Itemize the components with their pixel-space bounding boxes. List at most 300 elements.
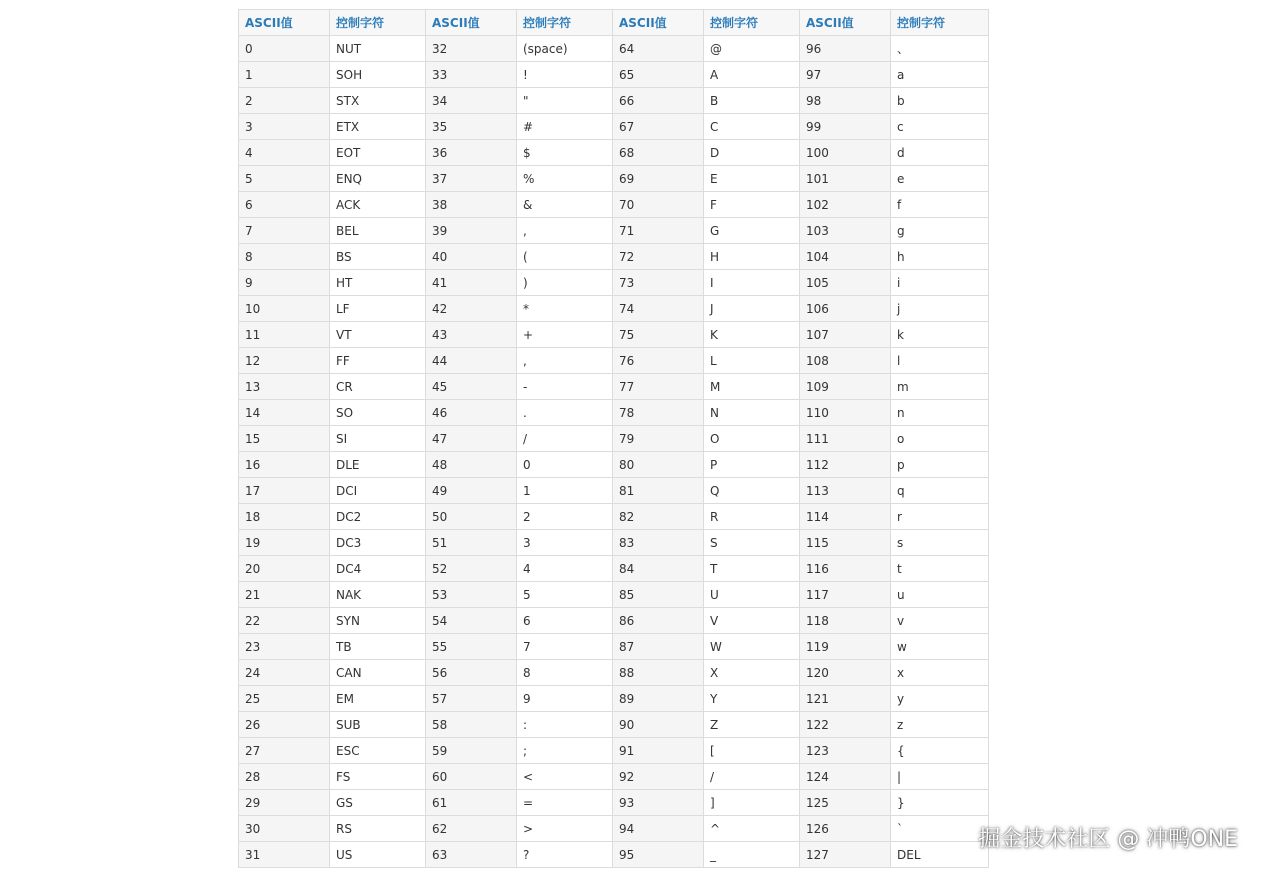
ascii-value-cell: 48 <box>426 452 517 478</box>
control-char-cell: k <box>891 322 989 348</box>
ascii-value-cell: 94 <box>613 816 704 842</box>
column-header-control-char: 控制字符 <box>330 10 426 36</box>
table-row <box>239 816 989 842</box>
control-char-cell: US <box>330 842 426 868</box>
control-char-cell: > <box>517 816 613 842</box>
control-char-cell: e <box>891 166 989 192</box>
control-char-cell: w <box>891 634 989 660</box>
ascii-value-cell: 126 <box>800 816 891 842</box>
ascii-value-cell: 61 <box>426 790 517 816</box>
control-char-cell: VT <box>330 322 426 348</box>
ascii-value-cell: 53 <box>426 582 517 608</box>
control-char-cell: SI <box>330 426 426 452</box>
control-char-cell: t <box>891 556 989 582</box>
table-row <box>239 400 989 426</box>
control-char-cell: _ <box>704 842 800 868</box>
column-header-control-char: 控制字符 <box>517 10 613 36</box>
ascii-value-cell: 18 <box>239 504 330 530</box>
control-char-cell: C <box>704 114 800 140</box>
control-char-cell: BS <box>330 244 426 270</box>
control-char-cell: n <box>891 400 989 426</box>
ascii-value-cell: 107 <box>800 322 891 348</box>
control-char-cell: 0 <box>517 452 613 478</box>
ascii-value-cell: 75 <box>613 322 704 348</box>
ascii-value-cell: 98 <box>800 88 891 114</box>
ascii-value-cell: 85 <box>613 582 704 608</box>
ascii-value-cell: 6 <box>239 192 330 218</box>
ascii-value-cell: 22 <box>239 608 330 634</box>
control-char-cell: L <box>704 348 800 374</box>
control-char-cell: F <box>704 192 800 218</box>
control-char-cell: DC4 <box>330 556 426 582</box>
ascii-value-cell: 79 <box>613 426 704 452</box>
control-char-cell: { <box>891 738 989 764</box>
ascii-value-cell: 99 <box>800 114 891 140</box>
control-char-cell: BEL <box>330 218 426 244</box>
control-char-cell: R <box>704 504 800 530</box>
table-row <box>239 36 989 62</box>
ascii-value-cell: 46 <box>426 400 517 426</box>
control-char-cell: ) <box>517 270 613 296</box>
control-char-cell: 2 <box>517 504 613 530</box>
ascii-value-cell: 87 <box>613 634 704 660</box>
control-char-cell: j <box>891 296 989 322</box>
control-char-cell: U <box>704 582 800 608</box>
control-char-cell: NAK <box>330 582 426 608</box>
ascii-value-cell: 90 <box>613 712 704 738</box>
control-char-cell: SOH <box>330 62 426 88</box>
ascii-value-cell: 109 <box>800 374 891 400</box>
control-char-cell: E <box>704 166 800 192</box>
ascii-value-cell: 114 <box>800 504 891 530</box>
control-char-cell: DC2 <box>330 504 426 530</box>
ascii-value-cell: 16 <box>239 452 330 478</box>
ascii-value-cell: 86 <box>613 608 704 634</box>
table-row <box>239 322 989 348</box>
ascii-value-cell: 49 <box>426 478 517 504</box>
control-char-cell: i <box>891 270 989 296</box>
table-row <box>239 374 989 400</box>
control-char-cell: 1 <box>517 478 613 504</box>
control-char-cell: W <box>704 634 800 660</box>
control-char-cell: 8 <box>517 660 613 686</box>
control-char-cell: 5 <box>517 582 613 608</box>
control-char-cell: 、 <box>891 36 989 62</box>
ascii-value-cell: 20 <box>239 556 330 582</box>
ascii-value-cell: 119 <box>800 634 891 660</box>
column-header-control-char: 控制字符 <box>704 10 800 36</box>
ascii-value-cell: 95 <box>613 842 704 868</box>
ascii-value-cell: 40 <box>426 244 517 270</box>
ascii-value-cell: 7 <box>239 218 330 244</box>
control-char-cell: K <box>704 322 800 348</box>
ascii-value-cell: 84 <box>613 556 704 582</box>
table-row <box>239 582 989 608</box>
ascii-value-cell: 116 <box>800 556 891 582</box>
control-char-cell: f <box>891 192 989 218</box>
table-row <box>239 712 989 738</box>
control-char-cell: V <box>704 608 800 634</box>
ascii-value-cell: 64 <box>613 36 704 62</box>
control-char-cell: # <box>517 114 613 140</box>
table-row <box>239 530 989 556</box>
control-char-cell: | <box>891 764 989 790</box>
ascii-value-cell: 76 <box>613 348 704 374</box>
control-char-cell: TB <box>330 634 426 660</box>
ascii-value-cell: 70 <box>613 192 704 218</box>
ascii-value-cell: 44 <box>426 348 517 374</box>
ascii-value-cell: 127 <box>800 842 891 868</box>
ascii-value-cell: 2 <box>239 88 330 114</box>
control-char-cell: SUB <box>330 712 426 738</box>
ascii-value-cell: 104 <box>800 244 891 270</box>
ascii-table <box>238 9 989 868</box>
control-char-cell: + <box>517 322 613 348</box>
ascii-value-cell: 28 <box>239 764 330 790</box>
control-char-cell: RS <box>330 816 426 842</box>
control-char-cell: 7 <box>517 634 613 660</box>
ascii-value-cell: 31 <box>239 842 330 868</box>
table-header <box>239 10 989 36</box>
control-char-cell: DCI <box>330 478 426 504</box>
ascii-value-cell: 103 <box>800 218 891 244</box>
ascii-value-cell: 96 <box>800 36 891 62</box>
ascii-value-cell: 89 <box>613 686 704 712</box>
control-char-cell: I <box>704 270 800 296</box>
ascii-value-cell: 117 <box>800 582 891 608</box>
column-header-ascii-value: ASCII值 <box>239 10 330 36</box>
control-char-cell: B <box>704 88 800 114</box>
control-char-cell: Y <box>704 686 800 712</box>
control-char-cell: DC3 <box>330 530 426 556</box>
control-char-cell: 6 <box>517 608 613 634</box>
ascii-value-cell: 32 <box>426 36 517 62</box>
control-char-cell: r <box>891 504 989 530</box>
ascii-value-cell: 68 <box>613 140 704 166</box>
header-row <box>239 10 989 36</box>
ascii-value-cell: 8 <box>239 244 330 270</box>
control-char-cell: P <box>704 452 800 478</box>
control-char-cell: < <box>517 764 613 790</box>
table-row <box>239 348 989 374</box>
control-char-cell: H <box>704 244 800 270</box>
ascii-value-cell: 62 <box>426 816 517 842</box>
table-row <box>239 244 989 270</box>
control-char-cell: z <box>891 712 989 738</box>
column-header-ascii-value: ASCII值 <box>800 10 891 36</box>
control-char-cell: b <box>891 88 989 114</box>
ascii-value-cell: 63 <box>426 842 517 868</box>
control-char-cell: 3 <box>517 530 613 556</box>
control-char-cell: CR <box>330 374 426 400</box>
ascii-value-cell: 121 <box>800 686 891 712</box>
ascii-value-cell: 91 <box>613 738 704 764</box>
ascii-value-cell: 10 <box>239 296 330 322</box>
control-char-cell: ESC <box>330 738 426 764</box>
ascii-value-cell: 54 <box>426 608 517 634</box>
ascii-value-cell: 67 <box>613 114 704 140</box>
ascii-value-cell: 124 <box>800 764 891 790</box>
control-char-cell: J <box>704 296 800 322</box>
ascii-value-cell: 73 <box>613 270 704 296</box>
table-row <box>239 660 989 686</box>
table-row <box>239 556 989 582</box>
table-row <box>239 764 989 790</box>
control-char-cell: v <box>891 608 989 634</box>
control-char-cell: (space) <box>517 36 613 62</box>
ascii-value-cell: 110 <box>800 400 891 426</box>
control-char-cell: 9 <box>517 686 613 712</box>
ascii-value-cell: 80 <box>613 452 704 478</box>
control-char-cell: . <box>517 400 613 426</box>
control-char-cell: @ <box>704 36 800 62</box>
ascii-value-cell: 113 <box>800 478 891 504</box>
ascii-value-cell: 23 <box>239 634 330 660</box>
control-char-cell: DLE <box>330 452 426 478</box>
table-row <box>239 452 989 478</box>
ascii-value-cell: 74 <box>613 296 704 322</box>
table-row <box>239 426 989 452</box>
ascii-value-cell: 71 <box>613 218 704 244</box>
ascii-value-cell: 19 <box>239 530 330 556</box>
ascii-value-cell: 42 <box>426 296 517 322</box>
control-char-cell: } <box>891 790 989 816</box>
table-body <box>239 36 989 868</box>
control-char-cell: m <box>891 374 989 400</box>
control-char-cell: 4 <box>517 556 613 582</box>
control-char-cell: $ <box>517 140 613 166</box>
ascii-value-cell: 30 <box>239 816 330 842</box>
control-char-cell: A <box>704 62 800 88</box>
ascii-value-cell: 78 <box>613 400 704 426</box>
table-row <box>239 790 989 816</box>
control-char-cell: O <box>704 426 800 452</box>
ascii-value-cell: 5 <box>239 166 330 192</box>
control-char-cell: ENQ <box>330 166 426 192</box>
ascii-value-cell: 13 <box>239 374 330 400</box>
ascii-value-cell: 123 <box>800 738 891 764</box>
control-char-cell: g <box>891 218 989 244</box>
table-row <box>239 166 989 192</box>
column-header-ascii-value: ASCII值 <box>613 10 704 36</box>
control-char-cell: SYN <box>330 608 426 634</box>
ascii-value-cell: 33 <box>426 62 517 88</box>
table-row <box>239 296 989 322</box>
control-char-cell: ? <box>517 842 613 868</box>
control-char-cell: % <box>517 166 613 192</box>
table-row <box>239 114 989 140</box>
ascii-value-cell: 101 <box>800 166 891 192</box>
control-char-cell: h <box>891 244 989 270</box>
control-char-cell: Q <box>704 478 800 504</box>
control-char-cell: d <box>891 140 989 166</box>
ascii-value-cell: 120 <box>800 660 891 686</box>
ascii-value-cell: 24 <box>239 660 330 686</box>
ascii-value-cell: 125 <box>800 790 891 816</box>
ascii-value-cell: 105 <box>800 270 891 296</box>
ascii-value-cell: 15 <box>239 426 330 452</box>
ascii-value-cell: 35 <box>426 114 517 140</box>
ascii-value-cell: 39 <box>426 218 517 244</box>
ascii-value-cell: 88 <box>613 660 704 686</box>
ascii-value-cell: 37 <box>426 166 517 192</box>
control-char-cell: STX <box>330 88 426 114</box>
ascii-value-cell: 81 <box>613 478 704 504</box>
ascii-value-cell: 3 <box>239 114 330 140</box>
table-row <box>239 504 989 530</box>
ascii-value-cell: 0 <box>239 36 330 62</box>
control-char-cell: CAN <box>330 660 426 686</box>
control-char-cell: ETX <box>330 114 426 140</box>
ascii-value-cell: 82 <box>613 504 704 530</box>
watermark-text: 掘金技术社区 @ 冲鸭ONE <box>978 827 1238 852</box>
ascii-value-cell: 45 <box>426 374 517 400</box>
control-char-cell: / <box>704 764 800 790</box>
control-char-cell: S <box>704 530 800 556</box>
table-row <box>239 192 989 218</box>
control-char-cell: NUT <box>330 36 426 62</box>
ascii-value-cell: 100 <box>800 140 891 166</box>
control-char-cell: ; <box>517 738 613 764</box>
control-char-cell: p <box>891 452 989 478</box>
control-char-cell: FF <box>330 348 426 374</box>
column-header-ascii-value: ASCII值 <box>426 10 517 36</box>
control-char-cell: , <box>517 348 613 374</box>
table-row <box>239 842 989 868</box>
ascii-value-cell: 4 <box>239 140 330 166</box>
ascii-value-cell: 65 <box>613 62 704 88</box>
control-char-cell: l <box>891 348 989 374</box>
ascii-value-cell: 58 <box>426 712 517 738</box>
control-char-cell: x <box>891 660 989 686</box>
control-char-cell: D <box>704 140 800 166</box>
table-row <box>239 140 989 166</box>
control-char-cell: ACK <box>330 192 426 218</box>
ascii-value-cell: 97 <box>800 62 891 88</box>
ascii-value-cell: 36 <box>426 140 517 166</box>
control-char-cell: c <box>891 114 989 140</box>
table-row <box>239 62 989 88</box>
ascii-value-cell: 60 <box>426 764 517 790</box>
control-char-cell: X <box>704 660 800 686</box>
control-char-cell: " <box>517 88 613 114</box>
control-char-cell: q <box>891 478 989 504</box>
table-row <box>239 88 989 114</box>
control-char-cell: , <box>517 218 613 244</box>
ascii-value-cell: 50 <box>426 504 517 530</box>
ascii-value-cell: 92 <box>613 764 704 790</box>
ascii-value-cell: 112 <box>800 452 891 478</box>
ascii-value-cell: 41 <box>426 270 517 296</box>
control-char-cell: u <box>891 582 989 608</box>
control-char-cell: ` <box>891 816 989 842</box>
ascii-value-cell: 56 <box>426 660 517 686</box>
ascii-value-cell: 118 <box>800 608 891 634</box>
control-char-cell: a <box>891 62 989 88</box>
ascii-value-cell: 26 <box>239 712 330 738</box>
ascii-value-cell: 29 <box>239 790 330 816</box>
control-char-cell: & <box>517 192 613 218</box>
control-char-cell: o <box>891 426 989 452</box>
table-row <box>239 608 989 634</box>
control-char-cell: - <box>517 374 613 400</box>
table-row <box>239 270 989 296</box>
control-char-cell: [ <box>704 738 800 764</box>
table-row <box>239 738 989 764</box>
control-char-cell: ( <box>517 244 613 270</box>
control-char-cell: ] <box>704 790 800 816</box>
control-char-cell: * <box>517 296 613 322</box>
table-row <box>239 686 989 712</box>
column-header-control-char: 控制字符 <box>891 10 989 36</box>
table-row <box>239 218 989 244</box>
control-char-cell: LF <box>330 296 426 322</box>
control-char-cell: GS <box>330 790 426 816</box>
control-char-cell: N <box>704 400 800 426</box>
ascii-value-cell: 77 <box>613 374 704 400</box>
control-char-cell: SO <box>330 400 426 426</box>
control-char-cell: EM <box>330 686 426 712</box>
ascii-value-cell: 57 <box>426 686 517 712</box>
ascii-value-cell: 9 <box>239 270 330 296</box>
control-char-cell: : <box>517 712 613 738</box>
control-char-cell: y <box>891 686 989 712</box>
control-char-cell: HT <box>330 270 426 296</box>
control-char-cell: T <box>704 556 800 582</box>
control-char-cell: s <box>891 530 989 556</box>
ascii-value-cell: 102 <box>800 192 891 218</box>
control-char-cell: / <box>517 426 613 452</box>
ascii-value-cell: 27 <box>239 738 330 764</box>
ascii-value-cell: 25 <box>239 686 330 712</box>
ascii-value-cell: 38 <box>426 192 517 218</box>
ascii-value-cell: 66 <box>613 88 704 114</box>
control-char-cell: ^ <box>704 816 800 842</box>
control-char-cell: M <box>704 374 800 400</box>
ascii-value-cell: 14 <box>239 400 330 426</box>
ascii-value-cell: 17 <box>239 478 330 504</box>
ascii-value-cell: 72 <box>613 244 704 270</box>
ascii-value-cell: 52 <box>426 556 517 582</box>
ascii-value-cell: 34 <box>426 88 517 114</box>
ascii-value-cell: 55 <box>426 634 517 660</box>
table-row <box>239 478 989 504</box>
ascii-value-cell: 83 <box>613 530 704 556</box>
table-row <box>239 634 989 660</box>
ascii-value-cell: 1 <box>239 62 330 88</box>
control-char-cell: = <box>517 790 613 816</box>
control-char-cell: DEL <box>891 842 989 868</box>
control-char-cell: ! <box>517 62 613 88</box>
ascii-value-cell: 21 <box>239 582 330 608</box>
control-char-cell: FS <box>330 764 426 790</box>
control-char-cell: Z <box>704 712 800 738</box>
ascii-value-cell: 115 <box>800 530 891 556</box>
control-char-cell: EOT <box>330 140 426 166</box>
ascii-value-cell: 11 <box>239 322 330 348</box>
ascii-value-cell: 69 <box>613 166 704 192</box>
ascii-value-cell: 59 <box>426 738 517 764</box>
ascii-value-cell: 47 <box>426 426 517 452</box>
ascii-value-cell: 106 <box>800 296 891 322</box>
ascii-value-cell: 122 <box>800 712 891 738</box>
ascii-value-cell: 108 <box>800 348 891 374</box>
ascii-value-cell: 111 <box>800 426 891 452</box>
ascii-value-cell: 93 <box>613 790 704 816</box>
control-char-cell: G <box>704 218 800 244</box>
ascii-value-cell: 12 <box>239 348 330 374</box>
ascii-value-cell: 43 <box>426 322 517 348</box>
